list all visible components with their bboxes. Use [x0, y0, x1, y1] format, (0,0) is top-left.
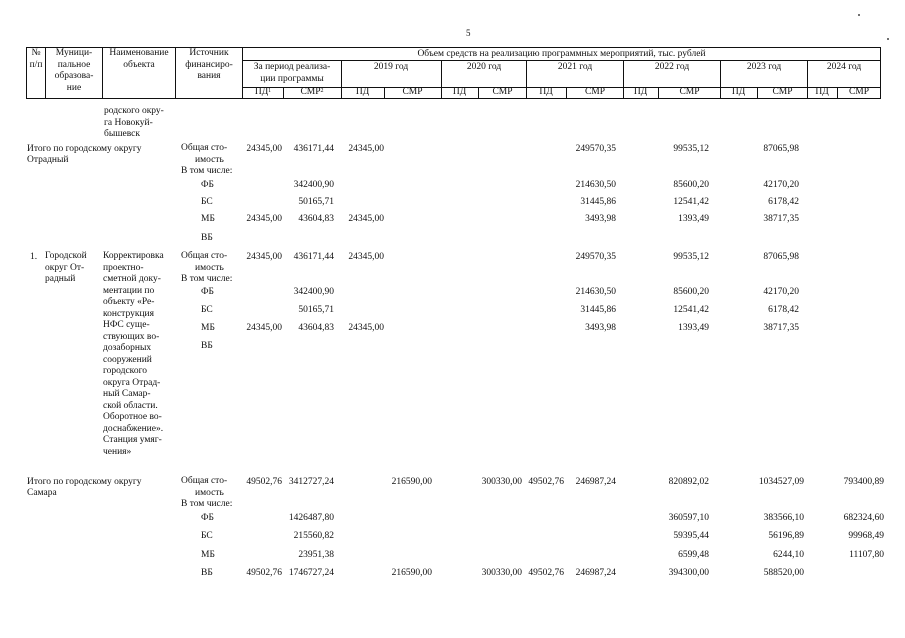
- cell-value: 85600,20: [673, 287, 709, 297]
- cell-value: 87065,98: [763, 144, 799, 154]
- cell-value: 216590,00: [391, 568, 432, 578]
- cell-value: 43604,83: [298, 323, 334, 333]
- cell-value: 214630,50: [575, 180, 616, 190]
- page-number: 5: [466, 28, 471, 38]
- cell-value: 793400,89: [843, 477, 884, 487]
- cell-value: 394300,00: [668, 568, 709, 578]
- continued-object-text: родского окру- га Новокуй- бышевск: [104, 106, 164, 139]
- cell-value: 12541,42: [673, 305, 709, 315]
- cell-value: 38717,35: [763, 323, 799, 333]
- cell-value: 820892,02: [668, 477, 709, 487]
- cell-value: 360597,10: [668, 513, 709, 523]
- cell-value: 99535,12: [673, 144, 709, 154]
- cell-value: 6178,42: [768, 305, 799, 315]
- cell-value: 59395,44: [673, 531, 709, 541]
- header-pd: ПД: [633, 87, 648, 97]
- cell-value: 24345,00: [246, 144, 282, 154]
- cell-value: 6244,10: [773, 550, 804, 560]
- cell-value: 436171,44: [293, 252, 334, 262]
- header-smr: СМР: [772, 87, 793, 97]
- cell-value: 436171,44: [293, 144, 334, 154]
- cell-value: 342400,90: [293, 180, 334, 190]
- scan-speck: [858, 14, 860, 16]
- cell-value: 24345,00: [246, 252, 282, 262]
- cell-value: 6178,42: [768, 197, 799, 207]
- cell-value: 24345,00: [348, 252, 384, 262]
- header-num: № п/п: [29, 48, 43, 70]
- cell-value: 99968,49: [848, 531, 884, 541]
- cell-value: 3412727,24: [288, 477, 334, 487]
- header-smr: СМР: [848, 87, 870, 97]
- cell-value: 49502,76: [246, 568, 282, 578]
- cell-value: 1393,49: [678, 214, 709, 224]
- cell-value: 24345,00: [348, 214, 384, 224]
- header-smr: СМР: [584, 87, 606, 97]
- header-period: За период реализа- ции программы: [253, 62, 331, 84]
- cell-value: 6599,48: [678, 550, 709, 560]
- otradny-total-label: Отрадный: [27, 155, 69, 165]
- cell-value: 49502,76: [528, 477, 564, 487]
- cell-value: 23951,38: [298, 550, 334, 560]
- header-municipality: Муници- пальное образова- ние: [54, 48, 94, 93]
- fund-label-vb: ВБ: [201, 233, 213, 243]
- cell-value: 24345,00: [348, 323, 384, 333]
- cell-value: 99535,12: [673, 252, 709, 262]
- fund-label-mb: МБ: [201, 214, 215, 224]
- samara-total-label: Итого по городскому округу: [27, 477, 142, 487]
- cell-value: 342400,90: [293, 287, 334, 297]
- cell-value: 85600,20: [673, 180, 709, 190]
- header-pd: ПД: [355, 87, 370, 97]
- cell-value: 56196,89: [768, 531, 804, 541]
- header-source: Источник финансиро- вания: [185, 48, 233, 81]
- header-pd: ПД: [815, 87, 829, 97]
- cell-value: 42170,20: [763, 287, 799, 297]
- cell-value: 12541,42: [673, 197, 709, 207]
- cell-value: 1426487,80: [288, 513, 334, 523]
- source-cell: Общая сто- имость В том числе:: [181, 476, 233, 509]
- header-year-2022: 2022 год: [654, 62, 690, 72]
- header-pd-total: $ПД^1$: [254, 87, 272, 97]
- header-year-2024: 2024 год: [826, 62, 862, 72]
- fund-label-fb: ФБ: [201, 180, 214, 190]
- item-municipality: Городской округ От- радный: [45, 251, 87, 284]
- fund-label-bs: БС: [201, 197, 213, 207]
- header-smr-total: СМР$^2$: [300, 87, 324, 97]
- cell-value: 215560,82: [293, 531, 334, 541]
- cell-value: 49502,76: [246, 477, 282, 487]
- cell-value: 1034527,09: [758, 477, 804, 487]
- header-smr: СМР: [402, 87, 423, 97]
- fund-label-vb: ВБ: [201, 568, 213, 578]
- item-object-name: Корректировка проектно- сметной доку- ментации по объекту «Ре- конструкция НФС суще- ствующих во- дозаборных сооружений городского округа Отрад- ный Самар- ской области. Оборотное во- доснабжение». Станция умяг- чения»: [103, 251, 164, 457]
- cell-value: 300330,00: [481, 477, 522, 487]
- cell-value: 43604,83: [298, 214, 334, 224]
- header-year-2021: 2021 год: [557, 62, 593, 72]
- cell-value: 246987,24: [575, 568, 616, 578]
- fund-label-mb: МБ: [201, 323, 215, 333]
- fund-label-bs: БС: [201, 305, 213, 315]
- cell-value: 31445,86: [580, 197, 616, 207]
- cell-value: 87065,98: [763, 252, 799, 262]
- source-cell: Общая сто- имость В том числе:: [181, 251, 233, 284]
- header-pd: ПД: [539, 87, 553, 97]
- cell-value: 24345,00: [246, 214, 282, 224]
- header-object-name: Наименование объекта: [109, 48, 169, 70]
- cell-value: 249570,35: [575, 252, 616, 262]
- cell-value: 50165,71: [298, 305, 334, 315]
- fund-label-vb: ВБ: [201, 341, 213, 351]
- cell-value: 300330,00: [481, 568, 522, 578]
- cell-value: 214630,50: [575, 287, 616, 297]
- item-number: 1.: [30, 252, 38, 262]
- header-year-2023: 2023 год: [746, 62, 782, 72]
- cell-value: 1393,49: [678, 323, 709, 333]
- cell-value: 31445,86: [580, 305, 616, 315]
- header-pd: ПД: [452, 87, 467, 97]
- cell-value: 49502,76: [528, 568, 564, 578]
- samara-total-label: Самара: [27, 488, 57, 498]
- cell-value: 588520,00: [763, 568, 804, 578]
- cell-value: 383566,10: [763, 513, 804, 523]
- cell-value: 249570,35: [575, 144, 616, 154]
- header-year-2020: 2020 год: [466, 62, 502, 72]
- fund-label-mb: МБ: [201, 550, 215, 560]
- header-volume-title: Объем средств на реализацию программных мероприятий, тыс. рублей: [417, 49, 706, 59]
- cell-value: 38717,35: [763, 214, 799, 224]
- header-year-2019: 2019 год: [373, 62, 409, 72]
- cell-value: 11107,80: [849, 550, 884, 560]
- cell-value: 1746727,24: [288, 568, 334, 578]
- cell-value: 3493,98: [585, 323, 616, 333]
- cell-value: 24345,00: [246, 323, 282, 333]
- cell-value: 216590,00: [391, 477, 432, 487]
- fund-label-bs: БС: [201, 531, 213, 541]
- header-smr: СМР: [492, 87, 513, 97]
- source-cell: Общая сто- имость В том числе:: [181, 143, 233, 176]
- cell-value: 24345,00: [348, 144, 384, 154]
- cell-value: 246987,24: [575, 477, 616, 487]
- fund-label-fb: ФБ: [201, 513, 214, 523]
- cell-value: 3493,98: [585, 214, 616, 224]
- cell-value: 682324,60: [843, 513, 884, 523]
- cell-value: 42170,20: [763, 180, 799, 190]
- otradny-total-label: Итого по городскому округу: [27, 144, 142, 154]
- fund-label-fb: ФБ: [201, 287, 214, 297]
- scan-speck: [887, 38, 889, 40]
- cell-value: 50165,71: [298, 197, 334, 207]
- header-smr: СМР: [679, 87, 700, 97]
- header-pd: ПД: [731, 87, 746, 97]
